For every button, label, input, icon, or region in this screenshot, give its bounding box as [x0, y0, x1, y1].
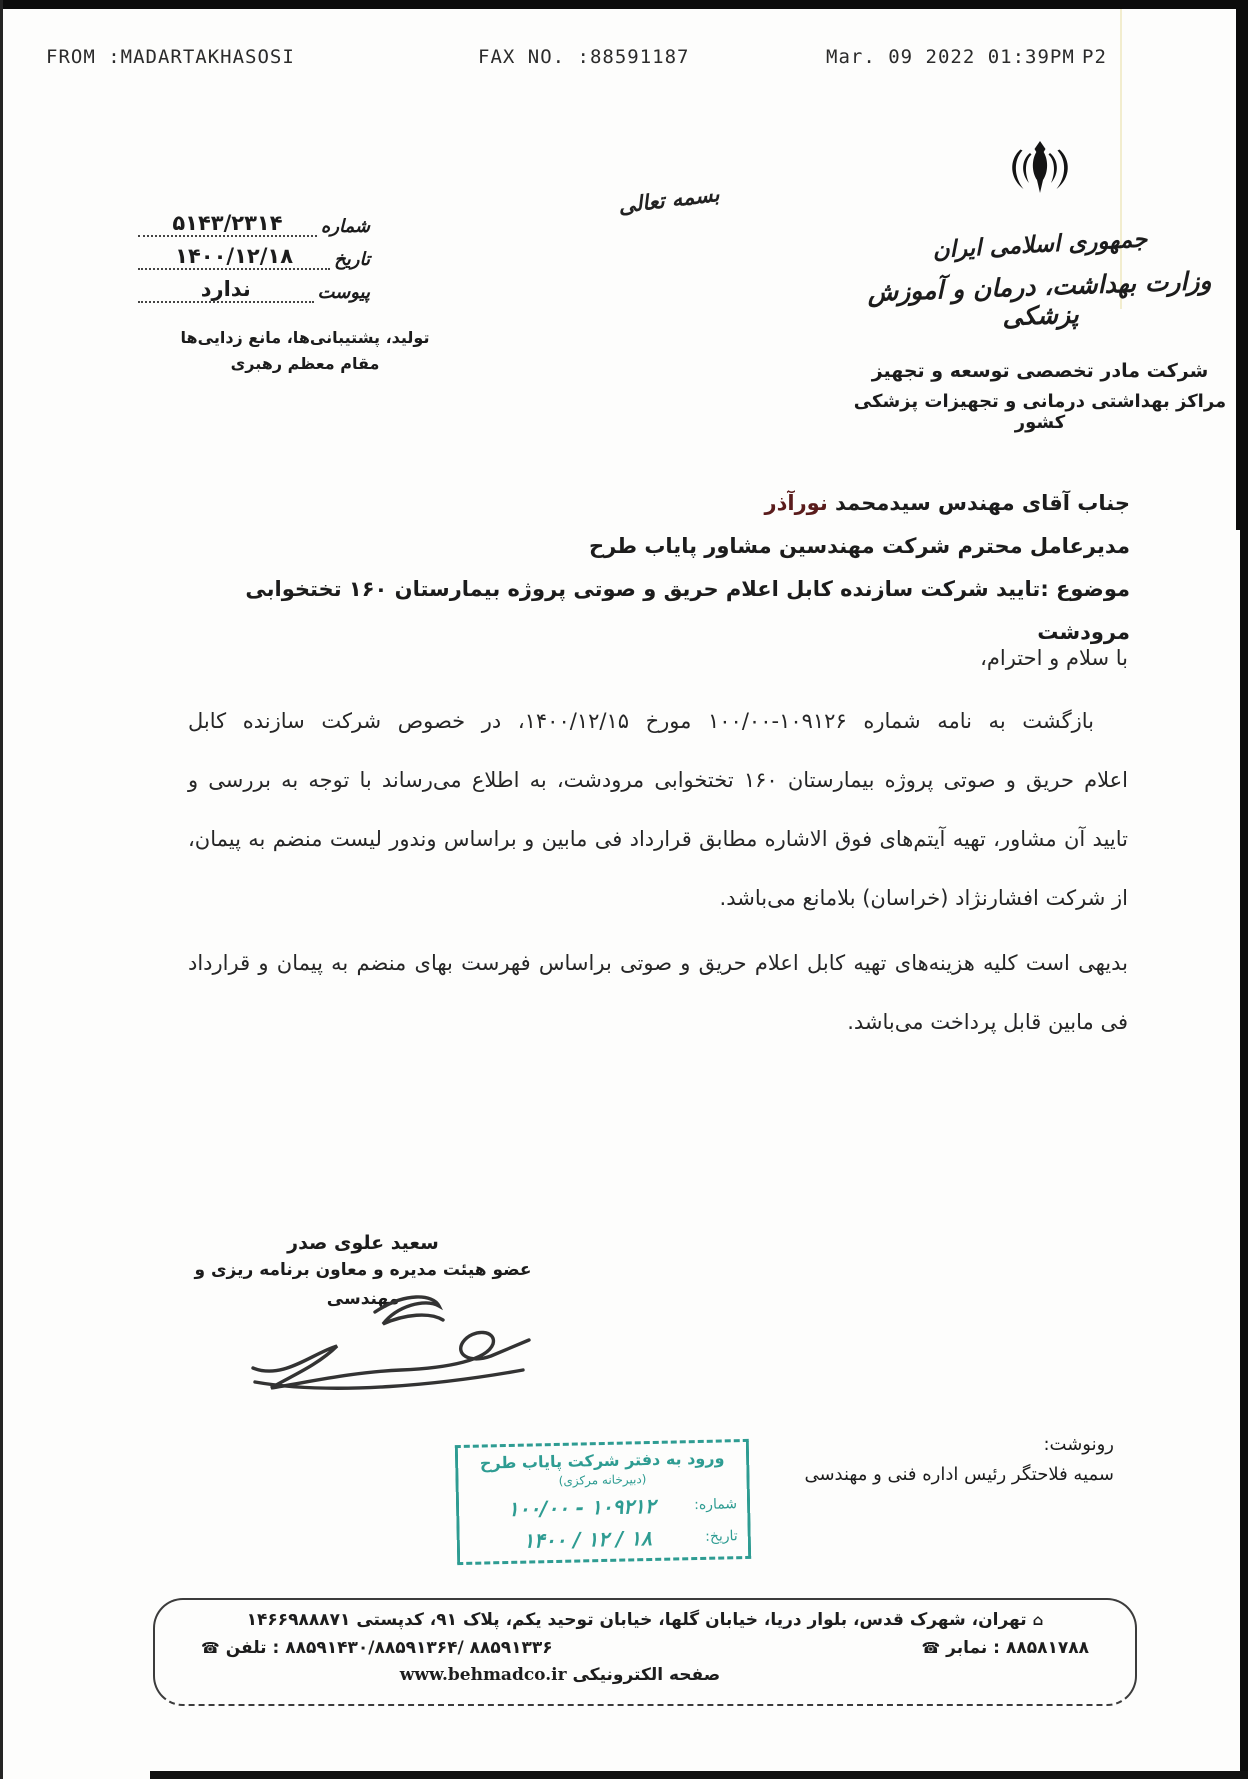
fax-group [921, 1638, 1089, 1658]
letterhead-company-line1: شرکت مادر تخصصی توسعه و تجهیز [871, 360, 1209, 382]
fax-number-label: FAX NO. :88591187 [478, 46, 690, 68]
website-line [70, 1665, 1050, 1685]
cc-block [804, 1434, 1114, 1485]
signer-title-line2: مهندسی [326, 1289, 400, 1309]
scan-artifact-bottom-strip [150, 1771, 1248, 1779]
ref-date-label: تاریخ [334, 249, 370, 270]
stamp-subtitle: (دبیرخانه مرکزی) [558, 1472, 647, 1488]
stamp-date-row [470, 1524, 738, 1554]
letterhead-republic-line: جمهوری اسلامی ایران [932, 226, 1148, 264]
subject-line: موضوع :تایید شرکت سازنده کابل اعلام حریق و صوتی پروژه بیمارستان ۱۶۰ تختخوابی مرودشت [245, 577, 1130, 644]
website-label: صفحه الکترونیکی [572, 1665, 721, 1685]
ref-date-value: ۱۴۰۰/۱۲/۱۸ [138, 244, 330, 270]
phone-numbers: ۸۸۵۹۱۴۳۰/۸۸۵۹۱۳۶۴/ ۸۸۵۹۱۳۳۶ [285, 1638, 553, 1658]
phone-group [201, 1638, 553, 1658]
recipient-title-line: مدیرعامل محترم شرکت مهندسین مشاور پایاب طرح [589, 534, 1130, 558]
body-line: از شرکت افشارنژاد (خراسان) بلامانع می‌باشد. [719, 886, 1128, 910]
phone-label: تلفن : [225, 1638, 280, 1658]
stamp-number-row [469, 1492, 737, 1522]
fax-number-footer: ۸۸۵۸۱۷۸۸ [1005, 1638, 1089, 1658]
fax-datetime: Mar. 09 2022 01:39PM [826, 46, 1075, 68]
recipient-name-prefix: جناب آقای مهندس سیدمحمد [827, 491, 1130, 515]
fax-page-number: P2 [1082, 46, 1107, 68]
year-slogan-text: تولید، پشتیبانی‌ها، مانع زدایی‌ها [180, 328, 430, 347]
footer-contact-box [153, 1598, 1137, 1706]
signer-title-line1: عضو هیئت مدیره و معاون برنامه ریزی و [194, 1260, 532, 1280]
stamp-date-label: تاریخ: [705, 1528, 738, 1545]
ref-attachment-row [138, 270, 370, 303]
letterhead [850, 140, 1230, 433]
iran-national-emblem-icon [850, 140, 1230, 206]
stamp-title: ورود به دفتر شرکت پایاب طرح [479, 1448, 725, 1473]
reference-block [138, 204, 370, 303]
handwritten-signature-icon [225, 1284, 545, 1408]
scan-artifact-left-strip [0, 0, 3, 1779]
cc-recipient-line: سمیه فلاحتگر رئیس اداره فنی و مهندسی [804, 1464, 1114, 1485]
stamp-number-label: شماره: [694, 1496, 738, 1514]
bismillah-text: بسمه تعالی [616, 181, 721, 219]
ref-attachment-value: ندارد [138, 277, 314, 303]
stamp-date-value: ۱۴۰۰ / ۱۲ / ۱۸ [523, 1525, 652, 1553]
letterhead-company-line2: مراکز بهداشتی درمانی و تجهیزات پزشکی کشور [853, 391, 1227, 433]
recipient-block [180, 482, 1130, 654]
website-url: www.behmadco.ir [399, 1665, 567, 1685]
phone-fax-line [155, 1638, 1135, 1658]
address-line [155, 1610, 1135, 1630]
body-line: فی مابین قابل پرداخت می‌باشد. [847, 1010, 1128, 1034]
recipient-name-highlight: نورآذر [764, 491, 828, 515]
year-slogan-block [180, 328, 430, 373]
scan-artifact-right-strip-wide [1236, 0, 1248, 530]
home-icon: ⌂ [1032, 1611, 1044, 1629]
body-line: تایید آن مشاور، تهیه آیتم‌های فوق الاشاره مطابق قرارداد فی مابین و براساس وندور لیست منضم به پیمان، [188, 827, 1128, 851]
letterhead-ministry-line: وزارت بهداشت، درمان و آموزش پزشکی [867, 266, 1212, 332]
ref-number-value: ۵۱۴۳/۲۳۱۴ [138, 211, 317, 237]
body-line: بازگشت به نامه شماره ۱۰۹۱۲۶-۱۰۰/۰۰ مورخ ۱۴۰۰/۱۲/۱۵، در خصوص شرکت سازنده کابل [188, 709, 1094, 733]
address-text: تهران، شهرک قدس، بلوار دریا، خیابان گلها، خیابان توحید یکم، پلاک ۹۱، کدپستی ۱۴۶۶۹۸۸۸۷۱ [246, 1610, 1027, 1630]
cc-label: رونوشت: [1043, 1434, 1114, 1455]
ref-date-row [138, 237, 370, 270]
body-line: اعلام حریق و صوتی پروژه بیمارستان ۱۶۰ تختخوابی مرودشت، به اطلاع می‌رساند با توجه به بررسی و [188, 768, 1128, 792]
year-slogan-attribution: مقام معظم رهبری [230, 354, 380, 373]
ref-number-row [138, 204, 370, 237]
stamp-number-value: ۱۰۰/۰۰ - ۱۰۹۲۱۲ [507, 1493, 656, 1521]
fax-icon: ☎ [921, 1639, 941, 1657]
phone-icon: ☎ [201, 1639, 220, 1657]
body-line: بدیهی است کلیه هزینه‌های تهیه کابل اعلام حریق و صوتی براساس فهرست بهای منضم به پیمان و قرارداد [188, 951, 1128, 975]
signer-name: سعید علوی صدر [287, 1232, 439, 1254]
ref-attachment-label: پیوست [317, 282, 370, 303]
letter-body [188, 646, 1128, 1052]
ref-number-label: شماره [320, 216, 370, 237]
salutation: با سلام و احترام، [980, 646, 1128, 670]
fax-from-label: FROM :MADARTAKHASOSI [46, 46, 295, 68]
fax-label: نمابر : [946, 1638, 1000, 1658]
recipient-name-line [180, 482, 1130, 525]
scan-artifact-top-strip [0, 0, 1248, 9]
entry-stamp [455, 1439, 751, 1565]
